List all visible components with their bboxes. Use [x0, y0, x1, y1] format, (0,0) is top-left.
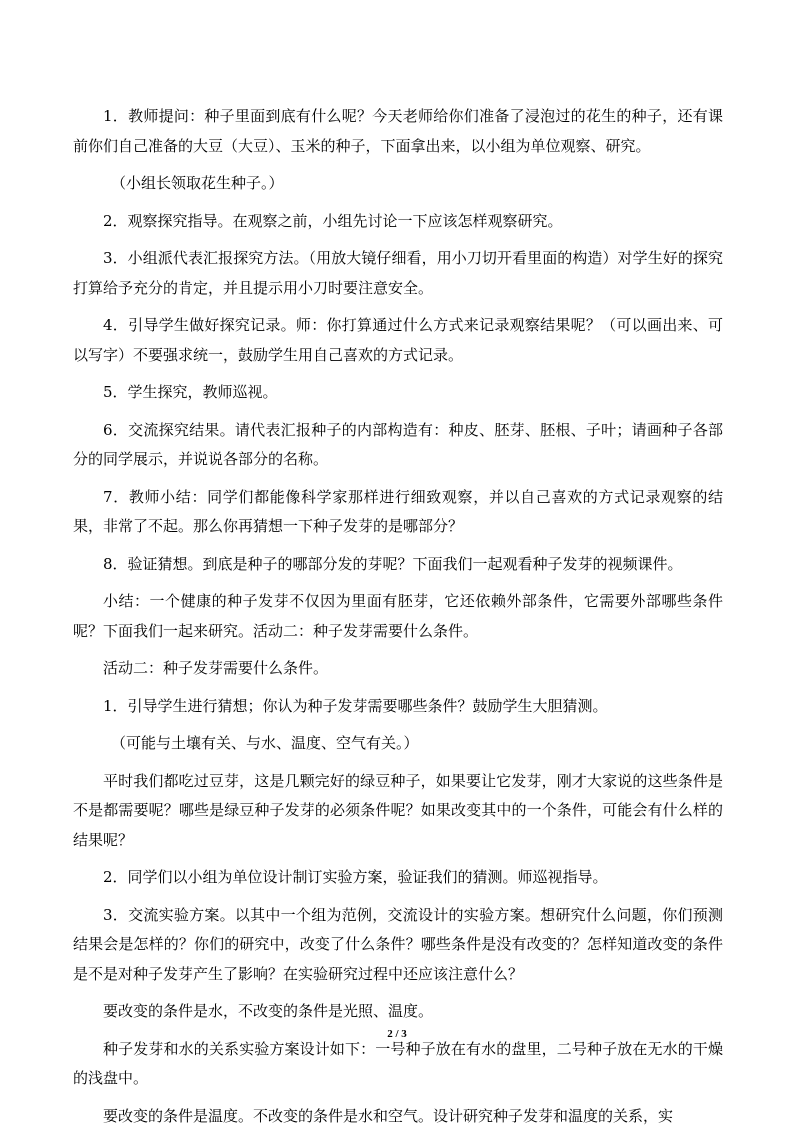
- paragraph-10: 小结：一个健康的种子发芽不仅因为里面有胚芽，它还依赖外部条件，它需要外部哪些条件呢？下面我们一起来研究。活动二：种子发芽需要什么条件。: [73, 592, 723, 640]
- paragraph-4: 3．小组派代表汇报探究方法。（用放大镜仔细看，用小刀切开看里面的构造）对学生好的探究打算给予充分的肯定，并且提示用小刀时要注意安全。: [73, 249, 723, 297]
- paragraph-2: （小组长领取花生种子。）: [111, 174, 284, 192]
- paragraph-19: 要改变的条件是温度。不改变的条件是水和空气。设计研究种子发芽和温度的关系，实: [103, 1106, 674, 1125]
- paragraph-17: 要改变的条件是水，不改变的条件是光照、温度。: [103, 1002, 434, 1020]
- paragraph-15: 2．同学们以小组为单位设计制订实验方案，验证我们的猜测。师巡视指导。: [103, 868, 608, 886]
- paragraph-7: 6．交流探究结果。请代表汇报种子的内部构造有：种皮、胚芽、胚根、子叶；请画种子各部分的同学展示，并说说各部分的名称。: [73, 420, 723, 468]
- paragraph-13: （可能与土壤有关、与水、温度、空气有关。）: [111, 734, 419, 752]
- paragraph-5: 4．引导学生做好探究记录。师：你打算通过什么方式来记录观察结果呢？（可以画出来、可以写字）不要强求统一，鼓励学生用自己喜欢的方式记录。: [73, 316, 723, 364]
- paragraph-12: 1．引导学生进行猜想；你认为种子发芽需要哪些条件？鼓励学生大胆猜测。: [103, 696, 608, 715]
- page-number: 2 / 3: [387, 1028, 407, 1040]
- document-body: [73, 102, 723, 1139]
- paragraph-1: 1．教师提问：种子里面到底有什么呢？今天老师给你们准备了浸泡过的花生的种子，还有课前你们自己准备的大豆（大豆）、玉米的种子，下面拿出来，以小组为单位观察、研究。: [73, 107, 723, 155]
- paragraph-6: 5．学生探究，教师巡视。: [103, 383, 278, 401]
- paragraph-3: 2．观察探究指导。在观察之前，小组先讨论一下应该怎样观察研究。: [103, 211, 563, 230]
- paragraph-11: 活动二：种子发芽需要什么条件。: [103, 659, 329, 677]
- paragraph-8: 7．教师小结：同学们都能像科学家那样进行细致观察，并以自己喜欢的方式记录观察的结果，非常了不起。那么你再猜想一下种子发芽的是哪部分？: [73, 487, 723, 535]
- paragraph-9: 8．验证猜想。到底是种子的哪部分发的芽呢？下面我们一起观看种子发芽的视频课件。: [103, 554, 683, 573]
- paragraph-18: 种子发芽和水的关系实验方案设计如下：一号种子放在有水的盘里，二号种子放在无水的干燥的浅盘中。: [73, 1039, 723, 1087]
- paragraph-16: 3．交流实验方案。以其中一个组为范例，交流设计的实验方案。想研究什么问题，你们预测结果会是怎样的？你们的研究中，改变了什么条件？哪些条件是没有改变的？怎样知道改变的条件是不是对种子发芽产生了影响？在实验研究过程中还应该注意什么？: [73, 905, 723, 983]
- paragraph-14: 平时我们都吃过豆芽，这是几颗完好的绿豆种子，如果要让它发芽，刚才大家说的这些条件是不是都需要呢？哪些是绿豆种子发芽的必须条件呢？如果改变其中的一个条件，可能会有什么样的结果呢？: [73, 771, 723, 849]
